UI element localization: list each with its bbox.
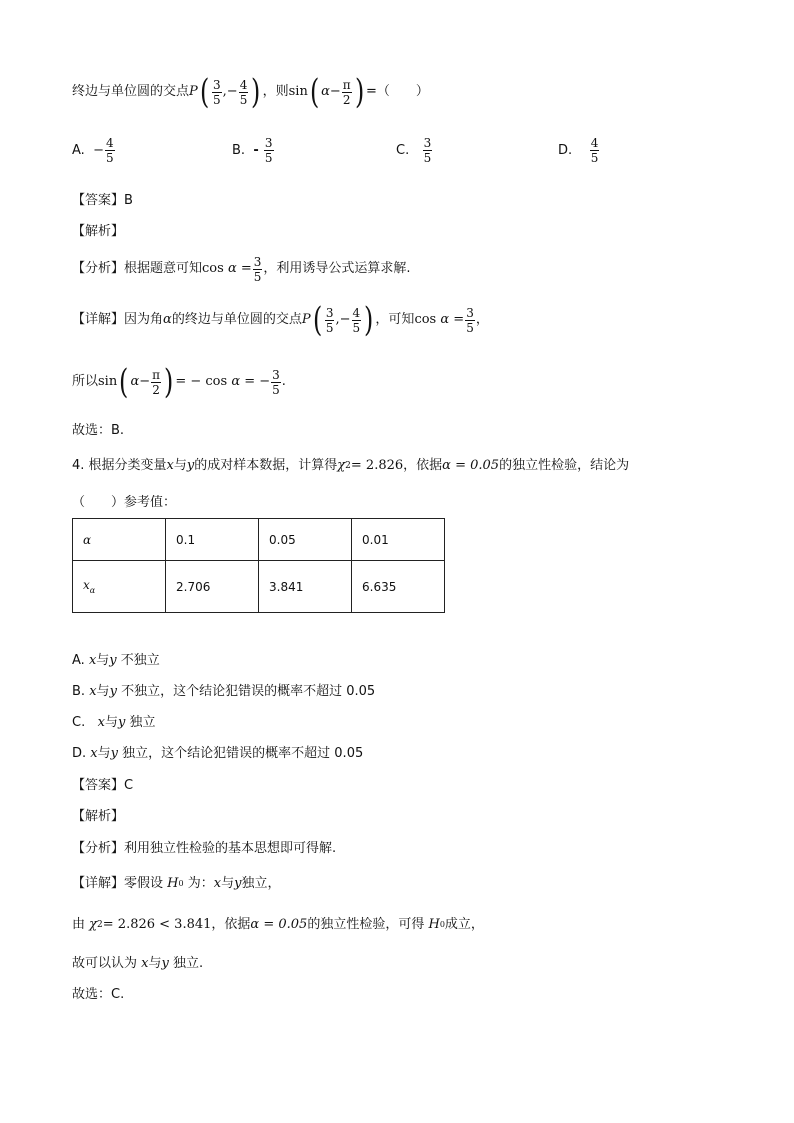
q3-option-d: D. $\frac{4}{5}$	[558, 136, 599, 165]
q3-option-b: B. - $\frac{3}{5}$	[232, 136, 273, 165]
q3-stem-text: 终边与单位圆的交点	[72, 84, 190, 99]
comma-minus: ,−	[222, 84, 238, 99]
q4-conclusion-text: 故可以认为 x 与 y 独立.	[72, 956, 204, 971]
q4-option-d: D. x 与 y 独立，这个结论犯错误的概率不超过 0.05	[72, 746, 364, 761]
answer-tag: 【答案】	[72, 193, 125, 208]
q3-option-a: A. − $\frac{4}{5}$	[72, 136, 114, 165]
q4-option-b: B. x 与 y 不独立，这个结论犯错误的概率不超过 0.05	[72, 684, 376, 699]
q4-stem-line2: （ ）参考值：	[72, 495, 177, 510]
point-label: P	[189, 84, 198, 99]
q4-xiangjie: 【详解】 零假设 H 0 为： x 与 y 独立，	[72, 876, 281, 891]
q3-option-c: C. $\frac{3}{5}$	[396, 136, 432, 165]
q3-xiangjie: 【详解】 因为角 α 的终边与单位圆的交点 P ( $\frac{3}{5}$ ,− $\frac{4}{5}$ ) ，可知 cos α = $\frac{3}{5}$ ，	[72, 300, 489, 340]
q3-answer	[72, 191, 133, 211]
q4-derivation: 由 χ 2 = 2.826 < 3.841 ，依据 α = 0.05 的独立性检验，可得 H 0 成立，	[72, 917, 484, 932]
q3-derivation: 所以 sin ( α − $\frac{\pi}{2}$ ) = − cos α = − $\frac{3}{5}$ .	[72, 362, 286, 402]
reference-table	[72, 518, 445, 613]
left-paren: (	[199, 72, 210, 112]
q4-fenxi: 【分析】 利用独立性检验的基本思想即可得解.	[72, 841, 337, 856]
q3-conclusion: 故选：B.	[72, 423, 125, 438]
q4-answer: 【答案】 C	[72, 778, 134, 793]
table-row: $x_\alpha$ 2.706 3.841 6.635	[73, 561, 445, 613]
py-fraction: $\frac{4}{5}$	[239, 77, 248, 107]
q4-stem: 4. 根据分类变量 x 与 y 的成对样本数据，计算得 χ 2 = 2.826 ，依据 α = 0.05 的独立性检验，结论为	[72, 458, 630, 473]
q3-stem-mid: ，则	[262, 84, 289, 99]
q3-fenxi: 【分析】 根据题意可知 cos α = $\frac{3}{5}$ ，利用诱导公式运算求解.	[72, 254, 411, 284]
q4-option-a: A. x 与 y 不独立	[72, 653, 160, 668]
q4-analysis-tag: 【解析】	[72, 809, 125, 824]
q3-stem: 终边与单位圆的交点 P ( $\frac{3}{5}$ ,− $\frac{4}{5}$ ) ，则 sin ( α − $\frac{\pi}{2}$ ) =（ ）	[72, 72, 429, 112]
sin-label: sin	[288, 84, 308, 99]
answer-value: B	[124, 193, 133, 208]
table-row: α 0.1 0.05 0.01	[73, 519, 445, 561]
alpha-symbol: α	[321, 84, 330, 99]
right-paren: )	[251, 72, 261, 112]
q4-conclusion: 故选：C.	[72, 987, 125, 1002]
answer-blank: =（ ）	[365, 84, 429, 99]
pi-over-2: $\frac{\pi}{2}$	[342, 77, 351, 107]
q4-option-c: C. x 与 y 独立	[72, 715, 156, 730]
q3-analysis-tag: 【解析】	[72, 224, 125, 239]
px-fraction: $\frac{3}{5}$	[213, 77, 221, 107]
